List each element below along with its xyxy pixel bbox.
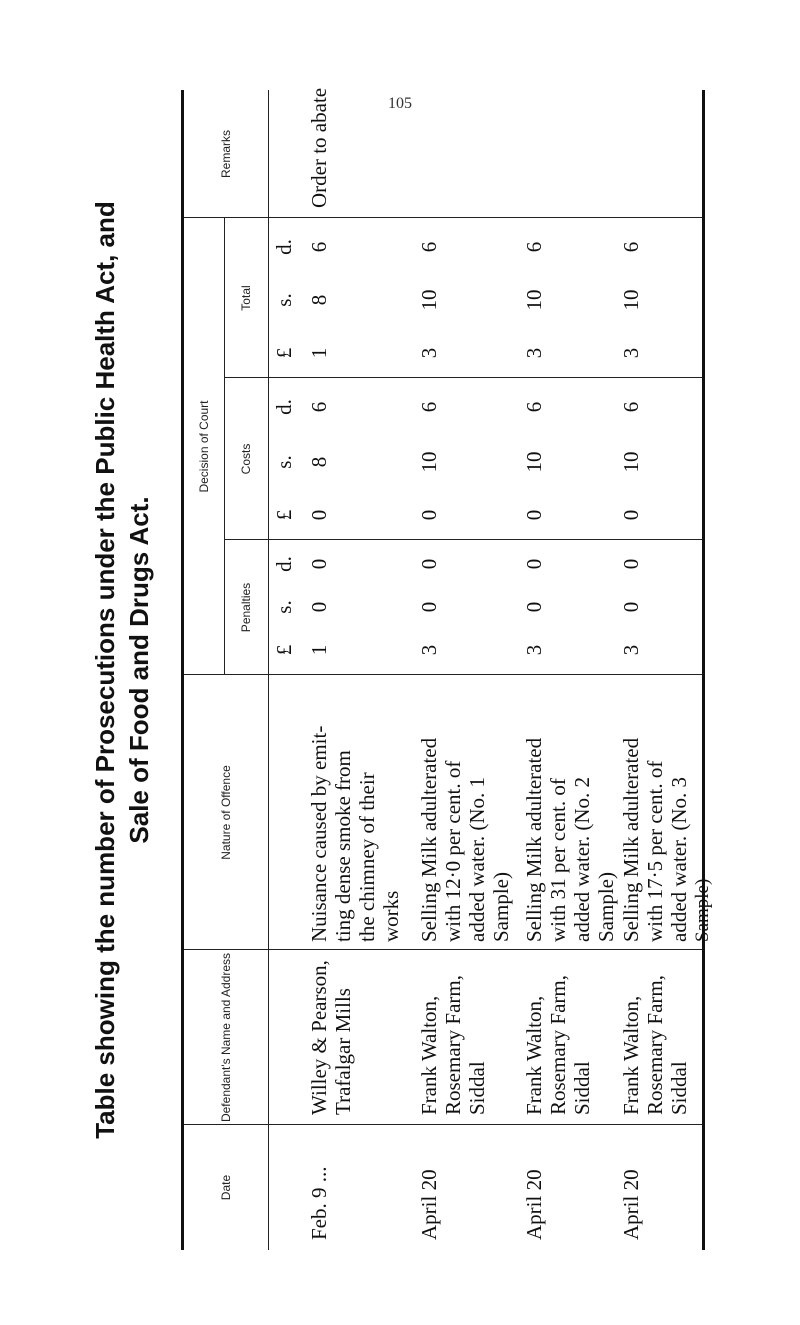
rule-defendant bbox=[184, 949, 702, 950]
row3-nature-line4: Sample) bbox=[594, 872, 618, 942]
row2-costs-pence: 6 bbox=[417, 401, 441, 413]
cost-d-label: d. bbox=[272, 399, 296, 415]
row3-costs-shillings: 10 bbox=[522, 451, 546, 473]
row3-costs-pounds: 0 bbox=[522, 509, 546, 521]
rule-costs bbox=[224, 377, 702, 378]
row1-nature-line3: the chimney of their bbox=[355, 772, 379, 942]
prosecutions-table bbox=[181, 87, 713, 1250]
pen-d-label: d. bbox=[272, 556, 296, 572]
row1-costs-pounds: 0 bbox=[307, 509, 331, 521]
row1-date: Feb. 9 ... bbox=[307, 1166, 331, 1240]
row4-costs-pounds: 0 bbox=[619, 509, 643, 521]
row4-total-pence: 6 bbox=[619, 241, 643, 253]
header-penalties: Penalties bbox=[239, 582, 253, 633]
row3-costs-pence: 6 bbox=[522, 401, 546, 413]
row4-defendant-line3: Siddal bbox=[667, 1061, 691, 1115]
heading-line-1: Table showing the number of Prosecutions under the Public Health Act, and bbox=[90, 201, 120, 1139]
header-remarks: Remarks bbox=[219, 130, 233, 179]
rule-nature bbox=[184, 674, 702, 675]
row2-nature-line3: added water. (No. 1 bbox=[465, 776, 489, 942]
row3-total-shillings: 10 bbox=[522, 289, 546, 311]
row3-penalty-pounds: 3 bbox=[522, 644, 546, 656]
total-pound-label: £ bbox=[272, 347, 296, 359]
row4-defendant-line1: Frank Walton, bbox=[619, 995, 643, 1115]
row3-nature-line1: Selling Milk adulterated bbox=[522, 737, 546, 942]
row3-defendant-line1: Frank Walton, bbox=[522, 995, 546, 1115]
row1-penalty-pounds: 1 bbox=[307, 644, 331, 656]
row4-total-shillings: 10 bbox=[619, 289, 643, 311]
cost-pound-label: £ bbox=[272, 509, 296, 521]
row3-defendant-line3: Siddal bbox=[570, 1061, 594, 1115]
rule-decision-sub bbox=[224, 218, 225, 675]
row1-costs-shillings: 8 bbox=[307, 456, 331, 468]
row1-total-pounds: 1 bbox=[307, 347, 331, 359]
row4-penalty-pounds: 3 bbox=[619, 644, 643, 656]
row2-penalty-shillings: 0 bbox=[417, 601, 441, 613]
row4-defendant-line2: Rosemary Farm, bbox=[643, 975, 667, 1115]
header-defendant: Defendant's Name and Address bbox=[219, 952, 233, 1123]
row3-total-pence: 6 bbox=[522, 241, 546, 253]
row2-nature-line2: with 12·0 per cent. of bbox=[441, 760, 465, 942]
row3-nature-line2: with 31 per cent. of bbox=[546, 778, 570, 942]
rule-date bbox=[184, 1124, 702, 1125]
row1-costs-pence: 6 bbox=[307, 401, 331, 413]
row2-total-shillings: 10 bbox=[417, 289, 441, 311]
row1-remarks: Order to abate bbox=[307, 87, 331, 208]
rotated-table-page bbox=[88, 87, 713, 1250]
row1-nature-line4: works bbox=[379, 890, 403, 942]
row4-costs-pence: 6 bbox=[619, 401, 643, 413]
row1-defendant-line1: Willey & Pearson, bbox=[307, 960, 331, 1115]
row1-nature-line1: Nuisance caused by emit- bbox=[307, 725, 331, 942]
row2-defendant-line1: Frank Walton, bbox=[417, 995, 441, 1115]
row2-costs-shillings: 10 bbox=[417, 451, 441, 473]
row2-total-pence: 6 bbox=[417, 241, 441, 253]
row4-nature-line2: with 17·5 per cent. of bbox=[643, 760, 667, 942]
row1-penalty-pence: 0 bbox=[307, 558, 331, 570]
row4-nature-line1: Selling Milk adulterated bbox=[619, 737, 643, 942]
row1-penalty-shillings: 0 bbox=[307, 601, 331, 613]
row1-defendant-line2: Trafalgar Mills bbox=[331, 988, 355, 1115]
row4-nature-line4: Sample) bbox=[692, 878, 713, 942]
header-total: Total bbox=[239, 285, 253, 311]
heading-line-2: Sale of Food and Drugs Act. bbox=[124, 496, 154, 844]
row2-penalty-pence: 0 bbox=[417, 558, 441, 570]
row4-total-pounds: 3 bbox=[619, 347, 643, 359]
header-nature: Nature of Offence bbox=[219, 765, 233, 860]
row1-nature-line2: ting dense smoke from bbox=[331, 750, 355, 942]
table-heading bbox=[88, 90, 178, 1250]
row3-defendant-line2: Rosemary Farm, bbox=[546, 975, 570, 1115]
row2-costs-pounds: 0 bbox=[417, 509, 441, 521]
row1-total-pence: 6 bbox=[307, 241, 331, 253]
header-costs: Costs bbox=[239, 443, 253, 475]
row4-costs-shillings: 10 bbox=[619, 451, 643, 473]
page-number: 105 bbox=[388, 95, 412, 112]
row2-defendant-line2: Rosemary Farm, bbox=[441, 975, 465, 1115]
row4-nature-line3: added water. (No. 3 bbox=[667, 776, 691, 942]
cost-s-label: s. bbox=[272, 455, 296, 469]
rule-penalties bbox=[224, 539, 702, 540]
row3-penalty-pence: 0 bbox=[522, 558, 546, 570]
row3-date: April 20 bbox=[522, 1169, 546, 1240]
header-date: Date bbox=[219, 1174, 233, 1201]
row1-total-shillings: 8 bbox=[307, 294, 331, 306]
row4-penalty-shillings: 0 bbox=[619, 601, 643, 613]
pen-pound-label: £ bbox=[272, 644, 296, 656]
row2-defendant-line3: Siddal bbox=[465, 1061, 489, 1115]
row4-penalty-pence: 0 bbox=[619, 558, 643, 570]
row3-nature-line3: added water. (No. 2 bbox=[570, 776, 594, 942]
row2-nature-line4: Sample) bbox=[489, 872, 513, 942]
row4-date: April 20 bbox=[619, 1169, 643, 1240]
pen-s-label: s. bbox=[272, 600, 296, 614]
row2-nature-line1: Selling Milk adulterated bbox=[417, 737, 441, 942]
rule-total bbox=[184, 217, 702, 218]
row3-penalty-shillings: 0 bbox=[522, 601, 546, 613]
row2-date: April 20 bbox=[417, 1169, 441, 1240]
row2-total-pounds: 3 bbox=[417, 347, 441, 359]
row2-penalty-pounds: 3 bbox=[417, 644, 441, 656]
header-decision: Decision of Court bbox=[197, 400, 211, 493]
rule-header-bottom bbox=[268, 90, 269, 1250]
total-d-label: d. bbox=[272, 239, 296, 255]
row3-total-pounds: 3 bbox=[522, 347, 546, 359]
total-s-label: s. bbox=[272, 293, 296, 307]
